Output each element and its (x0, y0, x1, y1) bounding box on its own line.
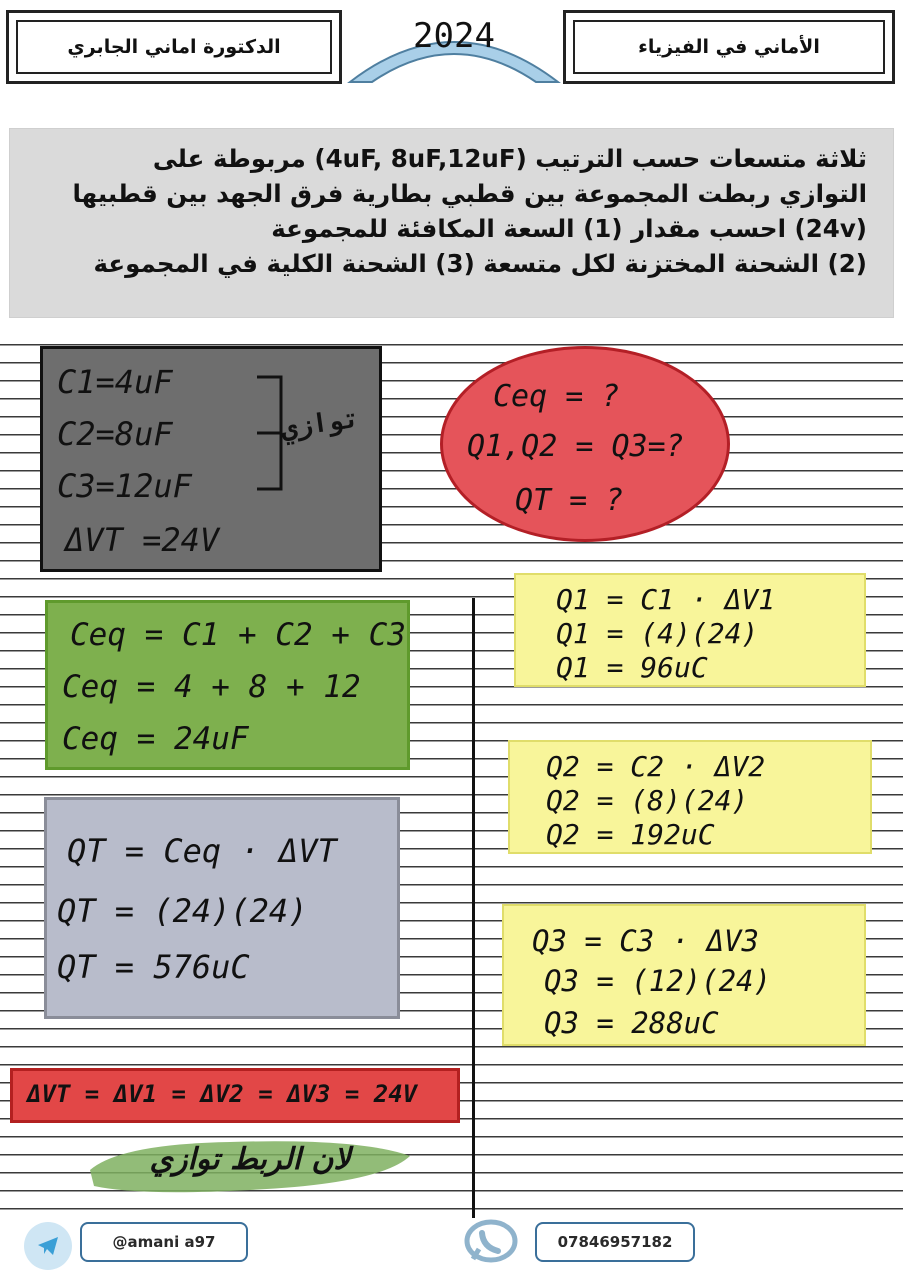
ceq-line: Ceq = 4 + 8 + 12 (62, 669, 361, 705)
telegram-icon[interactable] (24, 1222, 72, 1270)
given-box (40, 346, 382, 572)
phone-number-button[interactable] (535, 1222, 695, 1262)
question-line: ثلاثة متسعات حسب الترتيب (4uF, 8uF,12uF) مربوطة على (152, 144, 867, 173)
q3-calc-box (502, 904, 866, 1046)
ceq-line: Ceq = 24uF (62, 721, 249, 757)
q3-line: Q3 = 288uC (544, 1006, 719, 1040)
unknowns-ellipse (440, 346, 730, 542)
whatsapp-icon[interactable] (460, 1219, 522, 1265)
ceq-calc-box (45, 600, 410, 770)
header-right-box (563, 10, 895, 84)
telegram-handle: @amani a97 (112, 1233, 216, 1251)
given-parallel-label: توازي (279, 403, 361, 445)
question-box (9, 128, 894, 318)
qt-line: QT = (24)(24) (57, 892, 308, 930)
q1-line: Q1 = (4)(24) (556, 617, 759, 650)
ceq-line: Ceq = C1 + C2 + C3 (70, 617, 406, 653)
phone-number: 07846957182 (557, 1233, 673, 1251)
voltage-equality: ΔVT = ΔV1 = ΔV2 = ΔV3 = 24V (27, 1080, 418, 1108)
reason-text: لان الربط توازي (149, 1142, 351, 1177)
q2-calc-box (508, 740, 872, 854)
q1-line: Q1 = 96uC (556, 651, 708, 684)
unknown-ceq: Ceq = ? (493, 379, 620, 414)
question-line: التوازي ربطت المجموعة بين قطبي بطارية فرق الجهد بين قطبيها (72, 179, 867, 208)
q1-calc-box (514, 573, 866, 687)
q2-line: Q2 = 192uC (546, 818, 715, 851)
q2-line: Q2 = (8)(24) (546, 784, 749, 817)
unknown-q: Q1,Q2 = Q3=? (467, 429, 684, 464)
given-c1: C1=4uF (57, 363, 173, 401)
header-left-title: الدكتورة اماني الجابري (67, 36, 281, 58)
question-line: (2) الشحنة المختزنة لكل متسعة (3) الشحنة الكلية في المجموعة (93, 249, 867, 278)
header-year: 2024 (413, 16, 495, 56)
q2-line: Q2 = C2 · ΔV2 (546, 750, 766, 783)
given-dvt: ΔVT =24V (65, 521, 220, 559)
column-divider (472, 598, 475, 1218)
unknown-qt: QT = ? (515, 483, 624, 518)
given-c3: C3=12uF (57, 467, 192, 505)
q3-line: Q3 = (12)(24) (544, 964, 771, 998)
qt-line: QT = Ceq · ΔVT (67, 832, 337, 870)
voltage-equality-box (10, 1068, 460, 1123)
header-right-title: الأماني في الفيزياء (638, 36, 820, 58)
header-left-box (6, 10, 342, 84)
q1-line: Q1 = C1 · ΔV1 (556, 583, 776, 616)
telegram-handle-button[interactable] (80, 1222, 248, 1262)
q3-line: Q3 = C3 · ΔV3 (532, 924, 759, 958)
given-c2: C2=8uF (57, 415, 173, 453)
qt-line: QT = 576uC (57, 948, 250, 986)
qt-calc-box (44, 797, 400, 1019)
question-line: (24v) احسب مقدار (1) السعة المكافئة للمجموعة (271, 214, 867, 243)
